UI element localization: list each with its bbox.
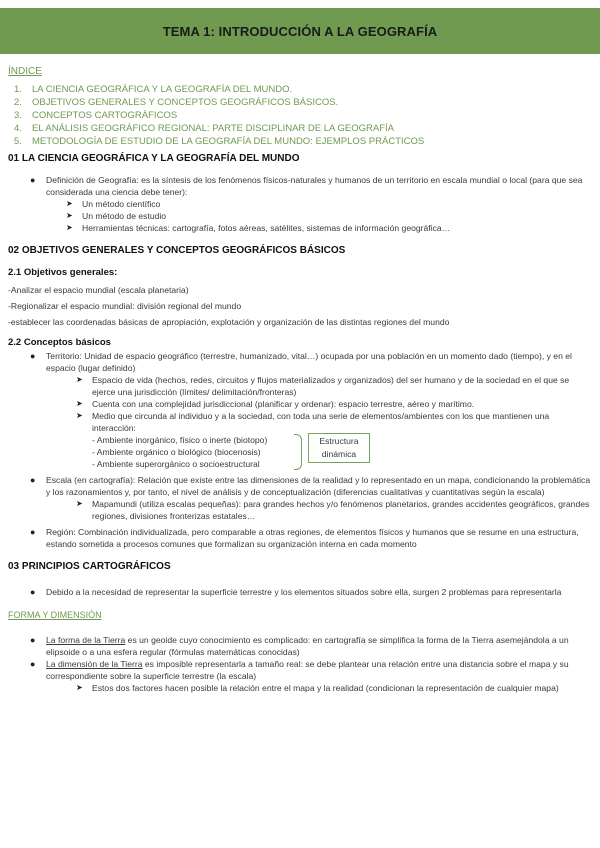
- escala-bullet: ● Escala (en cartografía): Relación que existe entre las dimensiones de la realidad y lo representado en un mapa, condicionando la problemática y los razonamientos y, por tanto, el nivel de análisis y de conceptualización (diferencias cualitativas y cuantitativas según la escala): [30, 475, 591, 497]
- arrow-bullet-icon: ➤: [76, 399, 83, 408]
- dimension-bullet: ● La dimensión de la Tierra es imposible representarla a tamaño real: se debe plantear una relación entre una distancia sobre el mapa y su correspondiente sobre la superficie terrestre (la escala): [30, 659, 569, 681]
- list-item: ➤ Cuenta con una complejidad jurisdiccional (planificar y ordenar): espacio terrestre, aéreo y marítimo.: [76, 399, 475, 409]
- bullet-dot-icon: ●: [30, 635, 36, 645]
- arrow-bullet-icon: ➤: [66, 223, 73, 232]
- arrow-bullet-icon: ➤: [76, 499, 83, 508]
- ambientes-group: [8, 434, 594, 470]
- ambiente-line: - Ambiente orgánico o biológico (biocenosis): [92, 447, 261, 457]
- bullet-dot-icon: ●: [30, 587, 36, 597]
- list-item: ➤ Medio que circunda al individuo y a la sociedad, con toda una serie de elementos/ambientes con los que mantienen una interacción:: [76, 411, 550, 433]
- objective-line: -Analizar el espacio mundial (escala planetaria): [8, 285, 189, 295]
- ambiente-line: - Ambiente superorgánico o socioestructural: [92, 459, 260, 469]
- arrow-bullet-icon: ➤: [76, 411, 83, 420]
- index-item[interactable]: 2. OBJETIVOS GENERALES Y CONCEPTOS GEOGRÁFICOS BÁSICOS.: [14, 97, 339, 108]
- index-list: [14, 83, 594, 148]
- bullet-dot-icon: ●: [30, 175, 36, 185]
- bullet-dot-icon: ●: [30, 475, 36, 485]
- list-item: ➤ Herramientas técnicas: cartografía, fotos aéreas, satélites, sistemas de información geográfica…: [66, 223, 451, 233]
- objective-line: -Regionalizar el espacio mundial: división regional del mundo: [8, 301, 242, 311]
- subsection-2-2-heading: 2.2 Conceptos básicos: [8, 337, 111, 348]
- list-item: ➤ Estos dos factores hacen posible la relación entre el mapa y la realidad (condicionan la representación de cualquier mapa): [76, 683, 559, 693]
- grouping-brace: [294, 434, 302, 470]
- intro-bullet: ● Debido a la necesidad de representar la superficie terrestre y los elementos situados sobre ella, surgen 2 problemas para representarla: [30, 587, 562, 597]
- arrow-bullet-icon: ➤: [76, 375, 83, 384]
- list-item: ➤ Un método científico: [66, 199, 161, 209]
- document-body: [8, 66, 594, 694]
- arrow-bullet-icon: ➤: [66, 199, 73, 208]
- section-3-heading: 03 PRINCIPIOS CARTOGRÁFICOS: [8, 561, 171, 572]
- list-item: ➤ Espacio de vida (hechos, redes, circuitos y flujos materializados y organizados) del ser humano y de la sociedad en el que se ejerce una jurisdicción (límites/ delimitación/fronteras): [76, 375, 570, 397]
- page-header: [0, 8, 600, 54]
- index-item[interactable]: 1. LA CIENCIA GEOGRÁFICA Y LA GEOGRAFÍA DEL MUNDO.: [14, 84, 293, 95]
- list-item: ➤ Mapamundi (utiliza escalas pequeñas): para grandes hechos y/o fenómenos planetarios, grandes accidentes geográficos, grandes regiones, divisiones fronterizas estatales…: [76, 499, 590, 521]
- bullet-dot-icon: ●: [30, 351, 36, 361]
- ambiente-line: - Ambiente inorgánico, físico o inerte (biotopo): [92, 435, 268, 445]
- bullet-dot-icon: ●: [30, 659, 36, 669]
- territorio-bullet: ● Territorio: Unidad de espacio geográfico (terrestre, humanizado, vital…) ocupada por una población en un momento dado (tiempo), y en el espacio (lugar definido): [30, 351, 572, 373]
- subsection-2-1-heading: 2.1 Objetivos generales:: [8, 267, 118, 278]
- definition-bullet: ● Definición de Geografía: es la síntesis de los fenómenos físicos-naturales y humanos de un territorio en escala mundial o local (para que sea considerada una ciencia debe tener):: [30, 175, 583, 197]
- arrow-bullet-icon: ➤: [76, 683, 83, 692]
- bullet-dot-icon: ●: [30, 527, 36, 537]
- list-item: ➤ Un método de estudio: [66, 211, 167, 221]
- arrow-bullet-icon: ➤: [66, 211, 73, 220]
- region-bullet: ● Región: Combinación individualizada, pero comparable a otras regiones, de elementos físicos y humanos que se resume en una estructura, estando sometida a procesos comunes que formalizan su organización interna en cada momento: [30, 527, 579, 549]
- section-1-heading: 01 LA CIENCIA GEOGRÁFICA Y LA GEOGRAFÍA DEL MUNDO: [8, 153, 300, 164]
- page-title: TEMA 1: INTRODUCCIÓN A LA GEOGRAFÍA: [162, 23, 438, 39]
- forma-bullet: ● La forma de la Tierra es un geoide cuyo conocimiento es complicado: en cartografía se simplifica la forma de la Tierra asemejándola a un elipsoide o a una esfera regular (fórmulas matemáticas conocidas): [30, 635, 569, 657]
- index-item[interactable]: 4. EL ANÁLISIS GEOGRÁFICO REGIONAL: PARTE DISCIPLINAR DE LA GEOGRAFÍA: [14, 123, 394, 134]
- index-item[interactable]: 3. CONCEPTOS CARTOGRÁFICOS: [14, 110, 178, 121]
- section-2-heading: 02 OBJETIVOS GENERALES Y CONCEPTOS GEOGRÁFICOS BÁSICOS: [8, 245, 346, 256]
- forma-dimension-link[interactable]: FORMA Y DIMENSIÓN: [8, 610, 102, 620]
- index-title[interactable]: ÍNDICE: [8, 66, 42, 77]
- estructura-dinamica-box: Estructura dinámica: [308, 433, 370, 463]
- objective-line: -establecer las coordenadas básicas de apropiación, explotación y organización de las distintas regiones del mundo: [8, 317, 450, 327]
- index-item[interactable]: 5. METODOLOGÍA DE ESTUDIO DE LA GEOGRAFÍA DEL MUNDO: EJEMPLOS PRÁCTICOS: [14, 136, 425, 147]
